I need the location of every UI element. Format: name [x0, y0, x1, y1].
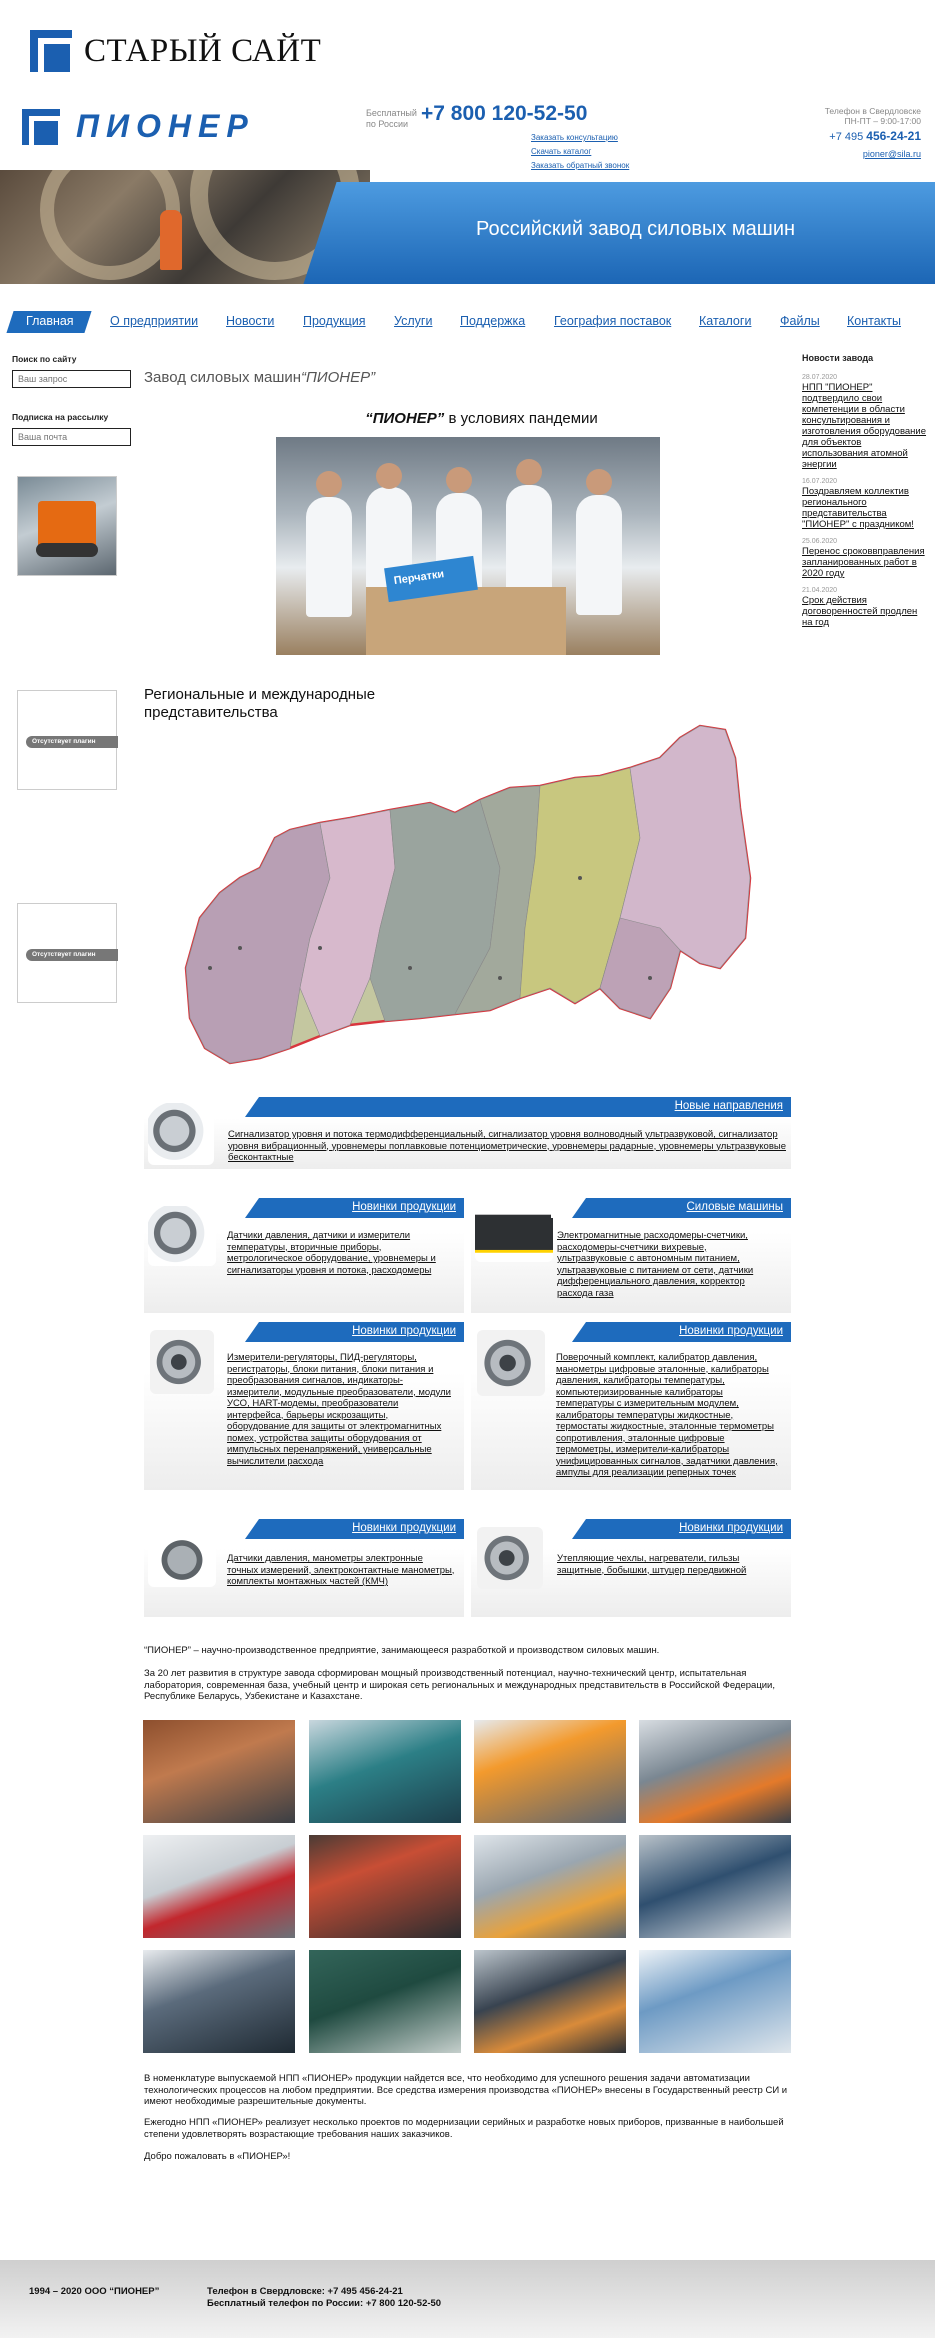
nav-item-products[interactable]: Продукция: [303, 314, 366, 328]
card-label[interactable]: Новинки продукции: [679, 1325, 783, 1337]
plugin-placeholder: [17, 690, 117, 790]
email-link[interactable]: pioner@sila.ru: [862, 149, 921, 159]
news-date: 28.07.2020: [802, 374, 838, 381]
turbocharger-image: [477, 1527, 543, 1589]
card-description[interactable]: Поверочный комплект, калибратор давления, манометры цифровые эталонные, калибраторы давления, калибраторы температуры, компьютеризированные калибраторы температуры с измерительным модулем, калибраторы температуры жидкостные, термостаты жидкостные, эталонные термометры сопротивления, эталонные цифровые термометры, измерители-калибраторы унифицированных сигналов, задатчики давления, ампулы для реализации реперных точек: [556, 1352, 778, 1478]
map-city: [238, 946, 242, 950]
nav-item-home[interactable]: Главная: [26, 314, 74, 328]
product-card[interactable]: [144, 1198, 464, 1313]
gallery-photo[interactable]: [474, 1835, 626, 1938]
plugin-missing-label: Отсутствует плагин: [26, 949, 118, 961]
turbocharger-image: [477, 1330, 545, 1396]
nav-item-about[interactable]: О предприятии: [110, 314, 199, 328]
news-title-link[interactable]: Срок действия договоренностей продлен на год: [802, 595, 918, 628]
hero-banner: [0, 170, 935, 284]
nav-item-news[interactable]: Новости: [226, 314, 275, 328]
map-city: [578, 876, 582, 880]
gloves-box-label: Перчатки: [384, 556, 478, 602]
about-paragraph: В номенклатуре выпускаемой НПП «ПИОНЕР» продукции найдется все, что необходимо для успешного решения задачи автоматизации технологических процессов на любом предприятии. Все средства измерения производства «ПИОНЕР» внесены в Государственный реестр СИ и имеют необходимые разрешительные документы.: [144, 2073, 788, 2107]
region-phone-label: Телефон в Свердловске: [824, 106, 921, 116]
news-date: 21.04.2020: [802, 587, 838, 594]
news-heading: Новости завода: [802, 353, 874, 363]
page-title: [144, 369, 375, 386]
card-label[interactable]: Силовые машины: [686, 1201, 783, 1213]
plugin-missing-label: Отсутствует плагин: [26, 736, 118, 748]
product-card[interactable]: [144, 1322, 464, 1490]
about-paragraph: Ежегодно НПП «ПИОНЕР» реализует несколько проектов по модернизации серийных и разработке новых приборов, призванные в наибольшей степени удовлетворять возрастающие требования наших заказчиков.: [144, 2117, 784, 2140]
gallery-photo[interactable]: [639, 1720, 791, 1823]
news-item: [802, 478, 930, 530]
about-paragraph: За 20 лет развития в структуре завода сформирован мощный производственный потенциал, научно-технический центр, испытательная лаборатория, современная база, учебный центр и широкая сеть региональных и международных представительств в Российской Федерации, Республике Беларусь, Узбекистане и Казахстане.: [144, 1668, 776, 1702]
card-label[interactable]: Новинки продукции: [352, 1201, 456, 1213]
map-city: [408, 966, 412, 970]
news-date: 16.07.2020: [802, 478, 838, 485]
gallery-photo[interactable]: [474, 1720, 626, 1823]
main-phone[interactable]: +7 800 120-52-50: [421, 102, 588, 125]
regions-heading-line1: Региональные и международные: [144, 686, 376, 703]
pressure-sensor-image: [148, 1206, 216, 1266]
news-title-link[interactable]: Поздравляем коллектив регионального представительства "ПИОНЕР" с праздником!: [802, 486, 914, 530]
plugin-placeholder: [17, 903, 117, 1003]
gallery-photo[interactable]: [639, 1950, 791, 2053]
gallery-photo[interactable]: [309, 1720, 461, 1823]
old-site-logo-icon: [30, 30, 72, 72]
turbocharger-image: [150, 1330, 214, 1394]
region-info: [825, 106, 921, 126]
card-header: [224, 1097, 791, 1117]
news-title-link[interactable]: Перенос сроковвправления запланированных работ в 2020 году: [802, 546, 925, 579]
flowmeter-image: [148, 1527, 216, 1587]
sidebar-machine-image[interactable]: [17, 476, 117, 576]
regions-heading-line2: представительства: [144, 704, 278, 721]
card-description[interactable]: Электромагнитные расходомеры-счетчики, расходомеры-счетчики вихревые, ультразвуковые с автономным питанием, ультразвуковые с питанием от сети, датчики дифференциального давления, корректор расхода газа: [557, 1230, 754, 1299]
card-header: [224, 1519, 464, 1539]
pandemic-heading-name: “ПИОНЕР”: [365, 410, 445, 427]
logo-text: ПИОНЕР: [76, 108, 255, 144]
map-city: [208, 966, 212, 970]
about-paragraph: “ПИОНЕР” – научно-производственное предприятие, занимающееся разработкой и производством силовых машин.: [144, 1645, 660, 1656]
free-phone-label: Бесплатный по России: [366, 108, 417, 129]
news-item: [802, 374, 930, 470]
card-label[interactable]: Новинки продукции: [352, 1325, 456, 1337]
card-label[interactable]: Новинки продукции: [679, 1522, 783, 1534]
card-label[interactable]: Новые направления: [674, 1100, 783, 1112]
map-city: [318, 946, 322, 950]
news-item: [802, 538, 930, 579]
product-card[interactable]: [471, 1519, 791, 1617]
gallery-photo[interactable]: [143, 1835, 295, 1938]
nav-item-services[interactable]: Услуги: [394, 314, 433, 328]
level-sensor-image: [148, 1103, 214, 1165]
news-item: [802, 587, 930, 628]
card-header: [224, 1198, 464, 1218]
pandemic-photo[interactable]: [276, 437, 660, 655]
region-phone-number: 456-24-21: [866, 129, 921, 143]
gallery-photo[interactable]: [309, 1835, 461, 1938]
callback-link[interactable]: Заказать обратный звонок: [531, 161, 630, 170]
nav-item-files[interactable]: Файлы: [780, 314, 820, 328]
gallery-photo[interactable]: [309, 1950, 461, 2053]
card-description[interactable]: Утепляющие чехлы, нагреватели, гильзы защитные, бобышки, штуцер передвижной: [557, 1553, 747, 1576]
page-title-prefix: Завод силовых машин: [144, 369, 302, 386]
subscribe-label: Подписка на рассылку: [12, 412, 109, 422]
footer: [0, 2260, 935, 2338]
footer-region-phone[interactable]: Телефон в Свердловске: +7 495 456-24-21: [207, 2286, 403, 2297]
russia-map[interactable]: [180, 718, 754, 1066]
card-header: [551, 1322, 791, 1342]
region-phone-prefix: +7 495: [829, 131, 864, 143]
card-header: [551, 1198, 791, 1218]
order-consultation-link[interactable]: Заказать консультацию: [531, 133, 618, 142]
gallery-photo[interactable]: [143, 1950, 295, 2053]
page-title-name: “ПИОНЕР”: [301, 369, 376, 386]
banner-title: Российский завод силовых машин: [476, 218, 796, 240]
header-links: [531, 131, 629, 173]
map-city: [648, 976, 652, 980]
card-description[interactable]: Измерители-регуляторы, ПИД-регуляторы, регистраторы, блоки питания, блоки питания и преобразования сигналов, индикаторы-измерители, модульные преобразователи, модули УСО, HART-модемы, преобразователи интерфейса, барьеры искрозащиты, оборудование для защиты от электромагнитных помех, устройства защиты оборудования от импульсных перенапряжений, универсальные вычислители расхода: [227, 1352, 451, 1467]
card-header: [551, 1519, 791, 1539]
old-site-link[interactable]: [30, 30, 321, 72]
search-input[interactable]: [12, 370, 131, 388]
gallery-photo[interactable]: [639, 1835, 791, 1938]
card-label[interactable]: Новинки продукции: [352, 1522, 456, 1534]
nav-item-contacts[interactable]: Контакты: [847, 314, 901, 328]
product-card[interactable]: [144, 1519, 464, 1617]
card-header: [224, 1322, 464, 1342]
news-list: [802, 366, 930, 628]
footer-free-phone[interactable]: Бесплатный телефон по России: +7 800 120-52-50: [207, 2298, 442, 2309]
gallery-photo[interactable]: [474, 1950, 626, 2053]
pandemic-heading[interactable]: [0, 410, 935, 427]
logo-icon: [22, 109, 60, 145]
site-logo[interactable]: [22, 108, 255, 145]
card-description[interactable]: Датчики давления, манометры электронные точных измерений, электроконтактные манометры, комплекты монтажных частей (КМЧ): [227, 1553, 455, 1587]
product-card[interactable]: [471, 1322, 791, 1490]
nav-item-geography[interactable]: География поставок: [554, 314, 672, 328]
product-card-wide[interactable]: [144, 1097, 791, 1169]
old-site-label: СТАРЫЙ САЙТ: [84, 32, 322, 69]
welcome-text: Добро пожаловать в «ПИОНЕР»!: [144, 2151, 291, 2162]
nav-item-catalogs[interactable]: Каталоги: [699, 314, 752, 328]
nav-item-support[interactable]: Поддержка: [460, 314, 526, 328]
card-description[interactable]: Сигнализатор уровня и потока термодифференциальный, сигнализатор уровня волноводный ультразвуковой, сигнализатор уровня вибрационный, уровнемеры поплавковые потенциометрические, уровнемеры радарные, уровнемеры ультразвуковые бесконтактные: [228, 1129, 786, 1163]
download-catalog-link[interactable]: Скачать каталог: [531, 147, 592, 156]
product-card[interactable]: [471, 1198, 791, 1313]
news-title-link[interactable]: НПП "ПИОНЕР" подтвердило свои компетенции в области консультирования и изготовления оборудование для объектов использования атомной энергии: [802, 382, 927, 470]
map-city: [498, 976, 502, 980]
work-hours: ПН-ПТ – 9:00-17:00: [844, 116, 921, 126]
regions-heading: [144, 686, 375, 722]
news-date: 25.06.2020: [802, 538, 838, 545]
pandemic-heading-rest: в условиях пандемии: [444, 410, 598, 427]
main-nav: [0, 311, 935, 333]
subscribe-email-input[interactable]: [12, 428, 131, 446]
gallery-photo[interactable]: [143, 1720, 295, 1823]
generator-image: [475, 1206, 553, 1262]
region-phone[interactable]: [829, 129, 921, 143]
footer-copyright: 1994 – 2020 ООО “ПИОНЕР”: [29, 2286, 160, 2297]
search-label: Поиск по сайту: [12, 354, 77, 364]
card-description[interactable]: Датчики давления, датчики и измерители температуры, вторичные приборы, метрологическое оборудование, уровнемеры и сигнализаторы уровня и потока, расходомеры: [227, 1230, 436, 1276]
